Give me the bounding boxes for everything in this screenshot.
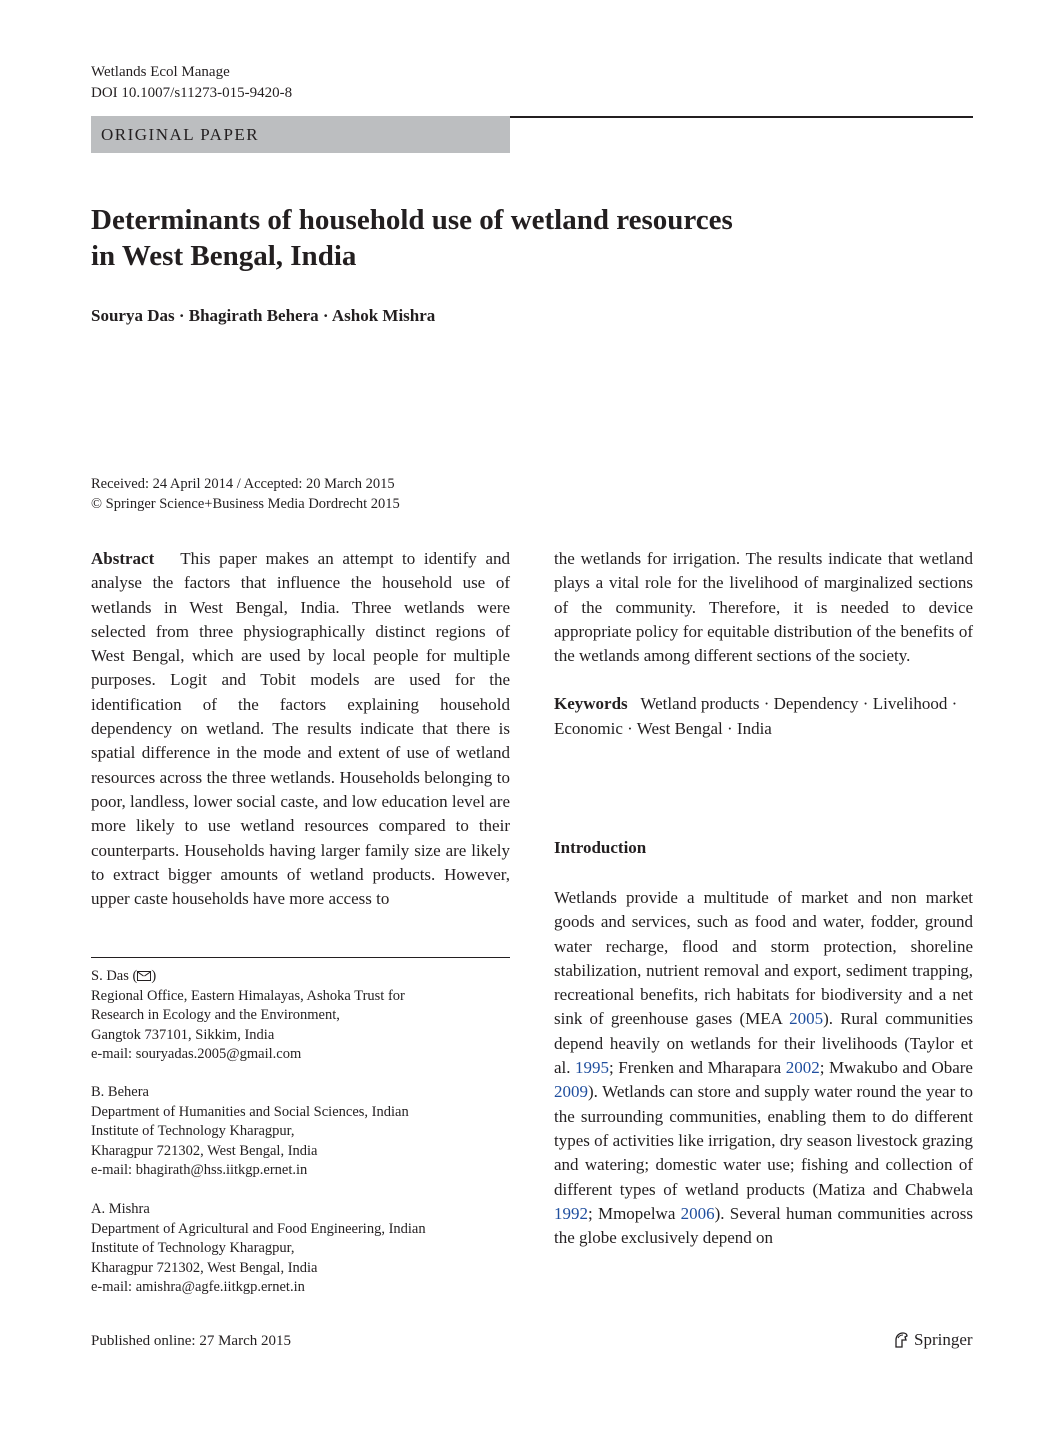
affiliation-mishra: [91, 1200, 510, 1298]
citation-link[interactable]: 2009: [554, 1082, 588, 1102]
introduction-heading: Introduction: [554, 838, 647, 857]
citation-link[interactable]: 1995: [575, 1058, 610, 1078]
affiliation-name: A. Mishra: [91, 1201, 150, 1217]
citation-link[interactable]: 2002: [785, 1058, 820, 1078]
intro-text: Wetlands provide a multitude of market and non market goods and services, such as food and water, fodder, ground water recharge, flood and storm protection, shoreline stabilization, nutrient removal and export, sediment trapping, recreational benefits, rich habitats for biodiversity and a net sink of greenhouse gases (MEA: [554, 888, 973, 1029]
abstract-right: [554, 547, 973, 741]
email-link[interactable]: e-mail: bhagirath@hss.iitkgp.ernet.in: [91, 1162, 308, 1178]
title-line-1: Determinants of household use of wetland resources: [91, 204, 733, 236]
email-link[interactable]: e-mail: amishra@agfe.iitkgp.ernet.in: [91, 1279, 305, 1295]
intro-text: ). Wetlands can store and supply water round the year to the surrounding communities, enabling them to do different types of activities like irrigation, dry season livestock grazing and watering; domestic water use; fishing and collection of different types of wetland products (Matiza and Chabwela: [554, 1082, 973, 1199]
abstract-text-left: This paper makes an attempt to identify and analyse the factors that influence the household use of wetlands in West Bengal, India. Three wetlands were selected from three physiographically distinct regions of West Bengal, which are used by local people for multiple purposes. Logit and Tobit models are used for the identification of the factors explaining household dependency on wetland. The results indicate that there is spatial difference in the mode and extent of use of wetland resources across the three wetlands. Households belonging to poor, landless, lower social caste, and low education level are more likely to use wetland resources compared to their counterparts. Households having larger family size are likely to extract bigger amounts of wetland products. However, upper caste households have more access to: [91, 549, 511, 909]
affiliation-line: Kharagpur 721302, West Bengal, India: [91, 1142, 318, 1159]
title-line-2: in West Bengal, India: [91, 240, 357, 272]
introduction-body: [554, 886, 973, 1250]
affiliation-das: [91, 967, 510, 1065]
intro-text: ; Mwakubo and Obare: [819, 1058, 973, 1078]
copyright: © Springer Science+Business Media Dordrecht 2015: [91, 496, 400, 512]
affiliation-line: Research in Ecology and the Environment,: [91, 1007, 340, 1023]
affiliation-line: Department of Humanities and Social Sciences, Indian: [91, 1103, 409, 1120]
email-link[interactable]: e-mail: souryadas.2005@gmail.com: [91, 1046, 302, 1062]
keywords-label: Keywords: [554, 694, 628, 714]
citation-link[interactable]: 2006: [680, 1203, 715, 1223]
paper-title: [91, 202, 851, 274]
affiliation-rule: [91, 957, 510, 958]
affiliation-name: S. Das ( ): [91, 968, 157, 984]
paper-type-banner: ORIGINAL PAPER: [91, 116, 510, 153]
springer-horse-icon: [892, 1331, 910, 1349]
affiliation-line: Institute of Technology Kharagpur,: [91, 1240, 295, 1256]
header-rule: [510, 116, 973, 118]
dates-block: [91, 474, 400, 514]
published-date: Published online: 27 March 2015: [91, 1333, 291, 1349]
intro-text: ). Rural communities depend heavily on wetlands for their livelihoods (Taylor et al.: [554, 1009, 973, 1078]
affiliation-line: Department of Agricultural and Food Engineering, Indian: [91, 1220, 426, 1237]
citation-link[interactable]: 1992: [554, 1203, 588, 1223]
intro-text: ; Frenken and Mharapara: [609, 1058, 786, 1078]
received-accepted: Received: 24 April 2014 / Accepted: 20 March 2015: [91, 476, 395, 492]
envelope-icon[interactable]: [137, 971, 151, 981]
abstract-text-right: the wetlands for irrigation. The results indicate that wetland plays a vital role for the livelihood of marginalized sections of the community. Therefore, it is needed to device appropriate policy for equitable distribution of the benefits of the wetlands among different sections of the society.: [554, 549, 973, 666]
journal-name: Wetlands Ecol Manage: [91, 64, 230, 80]
affiliation-line: Institute of Technology Kharagpur,: [91, 1123, 295, 1139]
affiliation-line: Gangtok 737101, Sikkim, India: [91, 1026, 275, 1043]
affiliation-line: Regional Office, Eastern Himalayas, Ashoka Trust for: [91, 987, 405, 1004]
keywords: [554, 692, 973, 741]
authors: Sourya Das · Bhagirath Behera · Ashok Mishra: [91, 306, 436, 325]
affiliation-line: Kharagpur 721302, West Bengal, India: [91, 1259, 318, 1276]
affiliation-name: B. Behera: [91, 1084, 149, 1100]
abstract-label: Abstract: [91, 549, 155, 568]
springer-logo: [892, 1330, 973, 1350]
intro-text: ; Mmopelwa: [588, 1203, 681, 1223]
journal-header: [91, 62, 292, 104]
publisher-name: Springer: [914, 1330, 973, 1349]
doi: DOI 10.1007/s11273-015-9420-8: [91, 85, 293, 101]
keywords-text: Wetland products · Dependency · Livelihood · Economic · West Bengal · India: [554, 694, 958, 738]
abstract-left: [91, 547, 510, 911]
citation-link[interactable]: 2005: [789, 1009, 824, 1029]
affiliation-behera: [91, 1083, 510, 1181]
intro-text: ). Several human communities across the globe exclusively depend on: [554, 1203, 974, 1248]
